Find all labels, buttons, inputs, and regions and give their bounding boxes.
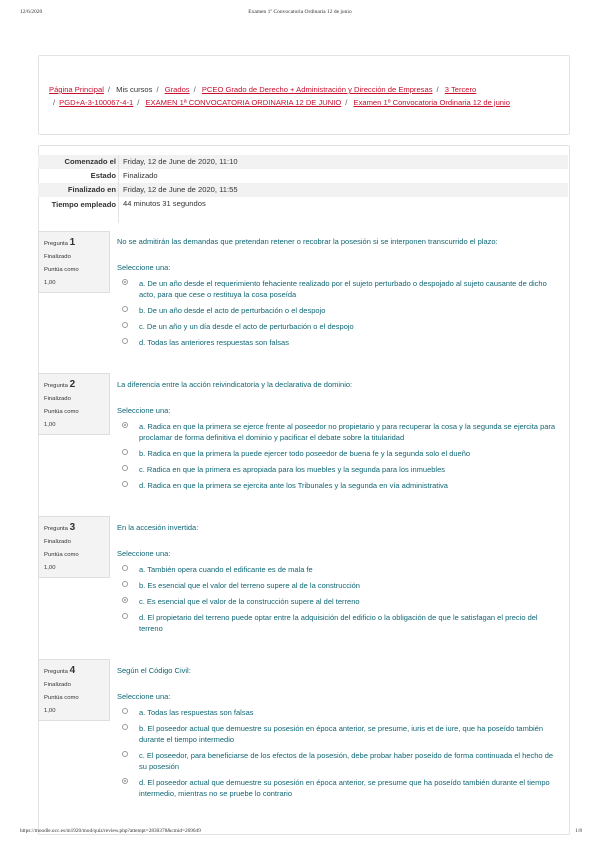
question-state: Finalizado: [44, 682, 71, 688]
question-label: Pregunta: [44, 383, 68, 389]
answer-option[interactable]: d. Radica en que la primera se ejercita ante los Tribunales y la segunda en vía administrativa: [117, 480, 557, 491]
question-number: 4: [69, 665, 76, 676]
radio-selected-icon[interactable]: [122, 597, 128, 603]
question-number: 1: [69, 237, 76, 248]
print-header: [0, 9, 600, 21]
question-state: Finalizado: [44, 539, 71, 545]
breadcrumb-separator: /: [53, 97, 56, 107]
summary-row-state: [38, 169, 568, 183]
radio-selected-icon[interactable]: [122, 778, 128, 784]
summary-row-time: [38, 197, 568, 223]
print-footer: [0, 828, 600, 840]
question-prompt: Seleccione una:: [117, 549, 171, 558]
breadcrumb-separator: /: [193, 85, 196, 94]
print-page-number: 1/8: [575, 828, 582, 834]
question-text: Según el Código Civil:: [117, 666, 191, 675]
print-url: https://moodle.ucc.es/m1920/mod/quiz/review.php?attempt=2830378&cmid=269049: [20, 828, 201, 834]
summary-time-label: Tiempo empleado: [51, 200, 116, 209]
question-prompt: Seleccione una:: [117, 263, 171, 272]
attempt-summary-table: [38, 155, 568, 223]
question-label: Pregunta: [44, 241, 68, 247]
radio-selected-icon[interactable]: [122, 422, 128, 428]
radio-icon[interactable]: [122, 724, 128, 730]
radio-selected-icon[interactable]: [122, 279, 128, 285]
radio-icon[interactable]: [122, 708, 128, 714]
radio-icon[interactable]: [122, 613, 128, 619]
summary-state-label: Estado: [90, 171, 116, 180]
question-text: En la accesión invertida:: [117, 523, 199, 532]
radio-icon[interactable]: [122, 565, 128, 571]
summary-state-value: Finalizado: [123, 171, 158, 180]
answer-option[interactable]: c. De un año y un día desde el acto de perturbación o el despojo: [117, 321, 557, 332]
breadcrumb-section-link[interactable]: EXAMEN 1ª CONVOCATORIA ORDINARIA 12 DE JUNIO: [145, 97, 342, 107]
question-score-value: 1,00: [44, 708, 56, 714]
question-prompt: Seleccione una:: [117, 692, 171, 701]
answer-option[interactable]: d. Todas las anteriores respuestas son falsas: [117, 337, 557, 348]
answer-option[interactable]: b. El poseedor actual que demuestre su posesión en época anterior, se presume, iuris et de iure, que ha poseído también durante el tiempo intermedio: [117, 723, 557, 745]
print-date: 12/6/2020: [20, 9, 43, 15]
radio-icon[interactable]: [122, 306, 128, 312]
question-score-value: 1,00: [44, 422, 56, 428]
question-prompt: Seleccione una:: [117, 406, 171, 415]
breadcrumb-grados-link[interactable]: Grados: [164, 85, 190, 94]
breadcrumb-pceo-link[interactable]: PCEO Grado de Derecho + Administración y Dirección de Empresas: [201, 85, 433, 94]
breadcrumb-separator: /: [156, 85, 159, 94]
breadcrumb: [49, 84, 559, 109]
answer-option[interactable]: d. El poseedor actual que demuestre su posesión en época anterior, se presume que ha poseído también durante el tiempo intermedio, mientras no se pruebe lo contrario: [117, 777, 557, 799]
summary-row-finished: [38, 183, 568, 197]
question-body-4: [117, 665, 557, 799]
question-info-3: [38, 516, 110, 578]
answer-option[interactable]: b. Es esencial que el valor del terreno supere al de la construcción: [117, 580, 557, 591]
question-info-1: [38, 231, 110, 293]
question-score-label: Puntúa como: [44, 409, 79, 415]
breadcrumb-separator: /: [137, 97, 140, 107]
answer-option[interactable]: a. Todas las respuestas son falsas: [117, 707, 557, 718]
answer-option[interactable]: c. Radica en que la primera es apropiada para los muebles y la segunda para los inmuebles: [117, 464, 557, 475]
breadcrumb-home-link[interactable]: Página Principal: [49, 85, 104, 94]
breadcrumb-course-link[interactable]: PGD+A-3-100067-4-1: [59, 97, 134, 107]
question-text: No se admitirán las demandas que pretendan retener o recobrar la posesión si se interponen transcurrido el plazo:: [117, 237, 498, 246]
breadcrumb-separator: /: [107, 85, 111, 94]
question-body-2: [117, 379, 557, 491]
question-number: 3: [69, 522, 76, 533]
question-score-value: 1,00: [44, 280, 56, 286]
question-label: Pregunta: [44, 669, 68, 675]
answer-option[interactable]: c. El poseedor, para beneficiarse de los efectos de la posesión, debe probar haber poseído de forma continuada el hecho de su posesión: [117, 750, 557, 772]
question-score-value: 1,00: [44, 565, 56, 571]
breadcrumb-container: [38, 55, 570, 135]
answer-option[interactable]: a. También opera cuando el edificante es de mala fe: [117, 564, 557, 575]
summary-started-value: Friday, 12 de June de 2020, 11:10: [123, 157, 238, 166]
breadcrumb-tercero-link[interactable]: 3 Tercero: [444, 85, 477, 94]
summary-time-value: 44 minutos 31 segundos: [123, 199, 206, 208]
breadcrumb-separator: /: [345, 97, 348, 107]
radio-icon[interactable]: [122, 581, 128, 587]
question-info-4: [38, 659, 110, 721]
breadcrumb-separator: /: [436, 85, 439, 94]
answer-option[interactable]: c. Es esencial que el valor de la construcción supere al del terreno: [117, 596, 557, 607]
summary-finished-label: Finalizado en: [67, 185, 116, 194]
summary-row-started: [38, 155, 568, 169]
question-label: Pregunta: [44, 526, 68, 532]
question-body-1: [117, 236, 557, 348]
radio-icon[interactable]: [122, 465, 128, 471]
answer-option[interactable]: b. Radica en que la primera la puede ejercer todo poseedor de buena fe y la segunda solo el dueño: [117, 448, 557, 459]
breadcrumb-quiz-link[interactable]: Examen 1º Convocatoria Ordinaria 12 de junio: [353, 97, 510, 107]
question-score-label: Puntúa como: [44, 267, 79, 273]
radio-icon[interactable]: [122, 481, 128, 487]
print-title: Examen 1º Convocatoria Ordinaria 12 de junio: [248, 9, 352, 15]
question-score-label: Puntúa como: [44, 552, 79, 558]
answer-option[interactable]: d. El propietario del terreno puede optar entre la adquisición del edificio o la obligación de que le satisfagan el precio del terreno: [117, 612, 557, 634]
question-info-2: [38, 373, 110, 435]
breadcrumb-my-courses: Mis cursos: [116, 85, 153, 94]
answer-option[interactable]: a. De un año desde el requerimiento fehaciente realizado por el sujeto perturbado o despojado al sujeto causante de dicho acto, para que cese o restituya la cosa poseída: [117, 278, 557, 300]
question-state: Finalizado: [44, 254, 71, 260]
summary-started-label: Comenzado el: [64, 157, 116, 166]
question-state: Finalizado: [44, 396, 71, 402]
radio-icon[interactable]: [122, 338, 128, 344]
answer-option[interactable]: a. Radica en que la primera se ejerce frente al poseedor no propietario y para recuperar la cosa y la segunda se ejercita para proclamar de forma definitiva el dominio y pacificar el debate sobre la titularidad: [117, 421, 557, 443]
question-body-3: [117, 522, 557, 634]
question-score-label: Puntúa como: [44, 695, 79, 701]
question-number: 2: [69, 379, 76, 390]
summary-finished-value: Friday, 12 de June de 2020, 11:55: [123, 185, 238, 194]
radio-icon[interactable]: [122, 751, 128, 757]
answer-option[interactable]: b. De un año desde el acto de perturbación o el despojo: [117, 305, 557, 316]
question-text: La diferencia entre la acción reivindicatoria y la declarativa de dominio:: [117, 380, 353, 389]
radio-icon[interactable]: [122, 322, 128, 328]
radio-icon[interactable]: [122, 449, 128, 455]
